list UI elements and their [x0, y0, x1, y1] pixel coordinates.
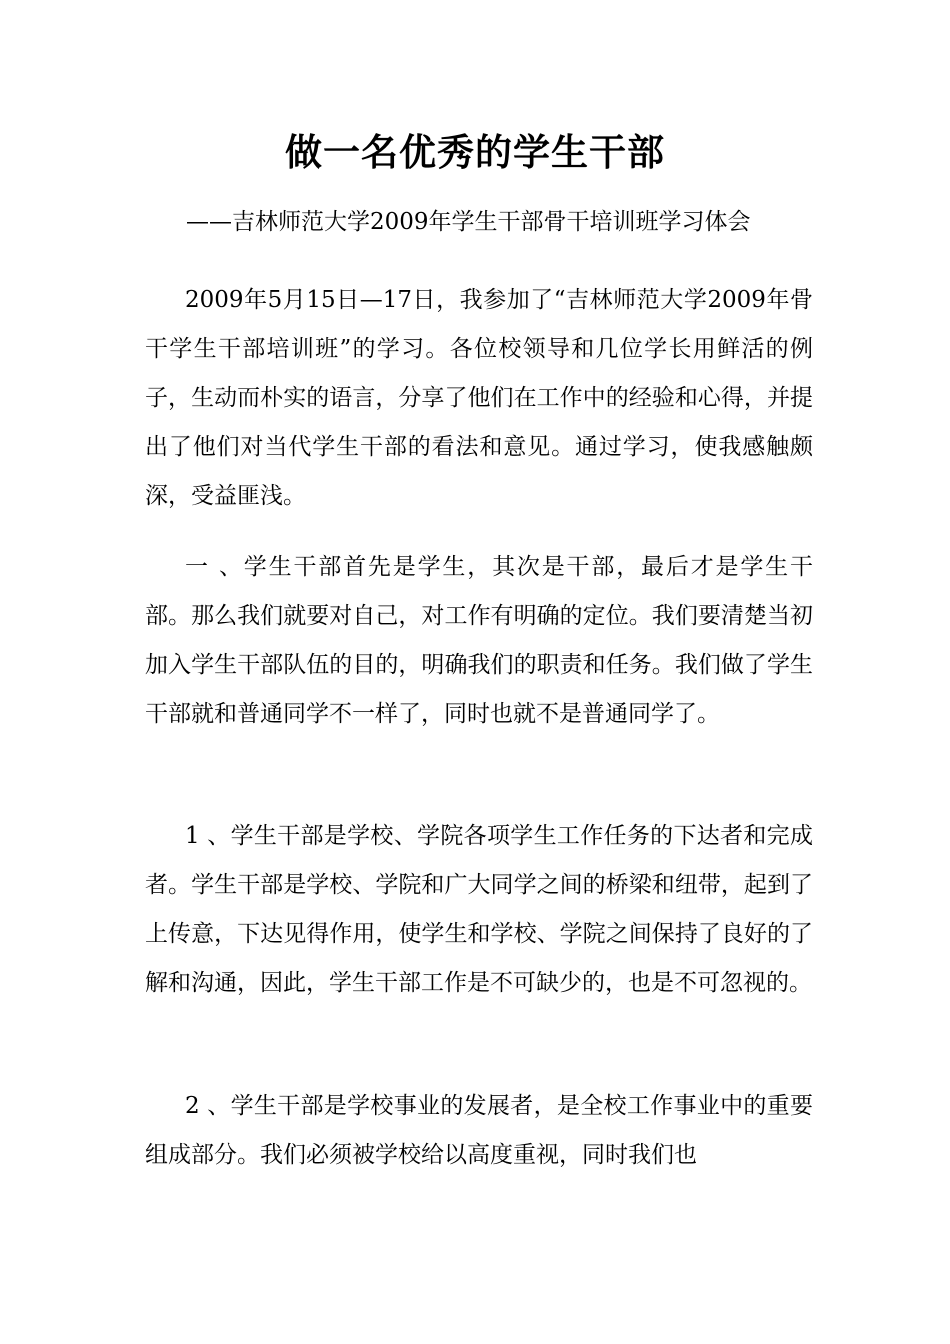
document-subtitle: ——吉林师范大学2009年学生干部骨干培训班学习体会 [186, 209, 751, 235]
paragraph: 2009年5月15日—17日，我参加了“吉林师范大学2009年骨干学生干部培训班”的学习。各位校领导和几位学长用鲜活的例子，生动而朴实的语言，分享了他们在工作中的经验和心得，并提出了他们对当代学生干部的看法和意见。通过学习，使我感触颇深，受益匪浅。 [145, 287, 813, 509]
paragraph: 2 、学生干部是学校事业的发展者，是全校工作事业中的重要组成部分。我们必须被学校给以高度重视，同时我们也 [145, 1093, 813, 1168]
paragraph: 1 、学生干部是学校、学院各项学生工作任务的下达者和完成者。学生干部是学校、学院和广大同学之间的桥梁和纽带，起到了上传意，下达见得作用，使学生和学校、学院之间保持了良好的了解和沟通，因此，学生干部工作是不可缺少的，也是不可忽视的。 [145, 823, 813, 996]
paragraph: 一 、学生干部首先是学生，其次是干部，最后才是学生干部。那么我们就要对自己，对工作有明确的定位。我们要清楚当初加入学生干部队伍的目的，明确我们的职责和任务。我们做了学生干部就和普通同学不一样了，同时也就不是普通同学了。 [145, 554, 813, 727]
document-title: 做一名优秀的学生干部 [285, 130, 665, 174]
